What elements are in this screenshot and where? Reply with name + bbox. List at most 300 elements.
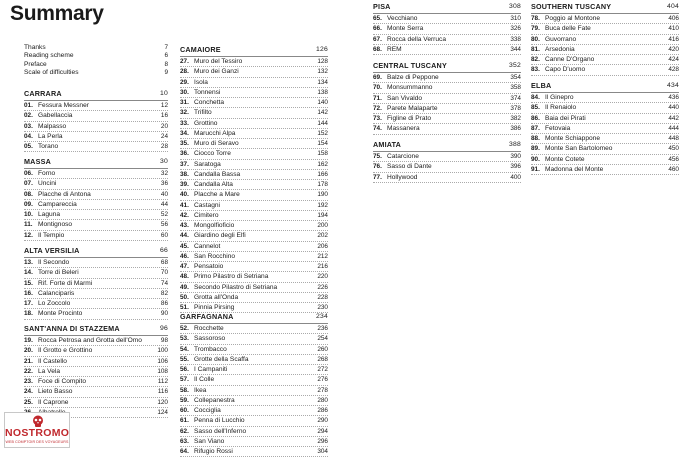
toc-entry[interactable] <box>180 67 328 77</box>
entry-number: 61. <box>180 417 189 425</box>
toc-entry[interactable] <box>180 386 328 396</box>
toc-entry[interactable] <box>180 437 328 447</box>
toc-entry[interactable] <box>531 155 679 165</box>
toc-entry[interactable] <box>180 406 328 416</box>
toc-section-pisa <box>373 1 521 55</box>
entry-page: 82 <box>160 289 168 297</box>
toc-entry[interactable] <box>180 447 328 457</box>
entry-name: Placche di Antona <box>38 190 91 198</box>
entry-number: 49. <box>180 283 189 291</box>
entry-page: 120 <box>157 398 168 406</box>
entry-name: Balze di Peppone <box>387 74 439 81</box>
section-heading[interactable] <box>24 323 168 336</box>
entry-page: 304 <box>317 448 328 455</box>
toc-entry[interactable] <box>24 377 168 387</box>
section-title: SOUTHERN TUSCANY <box>531 2 612 11</box>
entry-number: 57. <box>180 376 189 384</box>
entry-number: 17. <box>24 300 33 307</box>
entry-number: 02. <box>24 112 33 120</box>
toc-entry[interactable] <box>531 55 679 65</box>
section-title: CENTRAL TUSCANY <box>373 61 447 70</box>
toc-entry[interactable] <box>180 345 328 355</box>
entry-page: 400 <box>510 173 521 181</box>
toc-section-amiata <box>373 139 521 183</box>
entry-number: 11. <box>24 221 33 229</box>
toc-entry[interactable] <box>180 221 328 231</box>
entry-number: 14. <box>24 269 33 277</box>
section-title: AMIATA <box>373 140 402 149</box>
entry-name: Trifilto <box>194 109 212 117</box>
entry-number: 63. <box>180 437 189 445</box>
entry-page: 216 <box>317 263 328 270</box>
section-page: 10 <box>160 90 168 97</box>
entry-name: San Viano <box>194 437 225 445</box>
entry-page: 428 <box>668 66 679 74</box>
entry-number: 16. <box>24 289 33 297</box>
entry-page: 194 <box>317 211 328 219</box>
toc-entry[interactable] <box>180 119 328 129</box>
entry-name: Lieto Basso <box>38 388 73 396</box>
toc-entry[interactable] <box>180 129 328 139</box>
toc-intro-row[interactable]: Thanks 7 <box>24 44 168 51</box>
entry-page: 338 <box>510 35 521 43</box>
toc-entry[interactable] <box>373 45 521 55</box>
entry-number: 20. <box>24 347 33 355</box>
section-page: 308 <box>509 3 521 10</box>
entry-page: 200 <box>317 222 328 229</box>
toc-entry[interactable] <box>24 220 168 230</box>
toc-intro-row[interactable]: Preface 8 <box>24 60 168 68</box>
toc-entry[interactable] <box>24 336 168 346</box>
entry-name: Monte Serra <box>387 25 424 33</box>
entry-name: Primo Pilastro di Setriana <box>194 273 269 281</box>
entry-number: 32. <box>180 109 189 117</box>
toc-entry[interactable] <box>531 93 679 103</box>
entry-name: Il Castello <box>38 357 67 365</box>
entry-page: 70 <box>160 269 168 277</box>
nostromo-logo <box>4 412 70 448</box>
entry-page: 358 <box>510 84 521 92</box>
entry-page: 100 <box>157 347 168 355</box>
toc-entry[interactable] <box>24 357 168 367</box>
entry-name: Secondo Pilastro di Setriana <box>194 283 278 291</box>
entry-page: 374 <box>510 94 521 102</box>
toc-entry[interactable] <box>373 162 521 172</box>
entry-number: 39. <box>180 181 189 188</box>
entry-name: Il Colle <box>194 376 215 384</box>
entry-number: 80. <box>531 35 540 43</box>
entry-number: 07. <box>24 180 33 188</box>
entry-page: 206 <box>317 242 328 250</box>
toc-entry[interactable] <box>24 111 168 121</box>
entry-number: 05. <box>24 143 33 150</box>
section-title: CARRARA <box>24 89 62 98</box>
entry-number: 87. <box>531 124 540 132</box>
entry-name: Il Tempio <box>38 231 65 239</box>
toc-section-massa <box>24 156 168 241</box>
entry-number: 70. <box>373 84 382 92</box>
toc-entry[interactable] <box>373 152 521 162</box>
toc-entry[interactable] <box>180 242 328 252</box>
entry-page: 32 <box>160 170 168 177</box>
entry-number: 06. <box>24 170 33 177</box>
toc-entry[interactable] <box>24 132 168 142</box>
entry-page: 272 <box>317 366 328 373</box>
entry-number: 78. <box>531 15 540 22</box>
entry-name: Poggio al Montone <box>545 15 600 22</box>
entry-number: 81. <box>531 45 540 53</box>
section-title: ELBA <box>531 81 552 90</box>
entry-name: Canne D'Organo <box>545 56 595 63</box>
toc-entry[interactable] <box>531 35 679 45</box>
entry-name: Rocca della Verruca <box>387 35 447 43</box>
entry-page: 132 <box>317 68 328 76</box>
entry-page: 116 <box>157 388 168 396</box>
entry-number: 10. <box>24 211 33 218</box>
section-heading[interactable] <box>180 311 328 324</box>
entry-name: Pinnia Pirsing <box>194 304 235 311</box>
toc-entry[interactable] <box>180 88 328 98</box>
entry-page: 90 <box>160 310 168 318</box>
toc-entry[interactable] <box>180 98 328 108</box>
entry-number: 77. <box>373 173 382 181</box>
toc-entry[interactable] <box>24 268 168 278</box>
entry-page: 294 <box>317 427 328 435</box>
entry-page: 36 <box>160 180 168 188</box>
toc-section-elba <box>531 80 679 175</box>
logo-brand: NOSTROMO <box>5 427 70 439</box>
toc-entry[interactable] <box>180 180 328 190</box>
entry-page: 142 <box>317 109 328 117</box>
entry-number: 55. <box>180 355 189 363</box>
toc-entry[interactable] <box>24 299 168 309</box>
toc-entry[interactable] <box>531 65 679 75</box>
entry-name: Il Secondo <box>38 259 70 266</box>
toc-entry[interactable] <box>531 14 679 24</box>
entry-number: 08. <box>24 190 33 198</box>
toc-entry[interactable] <box>24 258 168 268</box>
toc-entry[interactable] <box>373 124 521 134</box>
entry-number: 04. <box>24 132 33 140</box>
section-heading[interactable] <box>180 44 328 57</box>
entry-name: Figline di Prato <box>387 115 431 122</box>
entry-name: Penna di Lucchio <box>194 417 245 425</box>
entry-number: 43. <box>180 222 189 229</box>
toc-entry[interactable] <box>180 190 328 200</box>
entry-page: 228 <box>317 293 328 301</box>
entry-page: 278 <box>317 386 328 394</box>
entry-number: 22. <box>24 367 33 375</box>
entry-name: Fetovaia <box>545 124 571 132</box>
toc-entry[interactable] <box>180 375 328 385</box>
section-heading[interactable] <box>373 60 521 73</box>
section-page: 434 <box>667 82 679 89</box>
toc-entry[interactable] <box>180 139 328 149</box>
entry-page: 16 <box>160 112 168 120</box>
toc-intro-row[interactable]: Reading scheme 6 <box>24 52 168 60</box>
toc-entry[interactable] <box>180 396 328 406</box>
entry-number: 33. <box>180 119 189 127</box>
entry-page: 226 <box>317 283 328 291</box>
entry-number: 86. <box>531 114 540 122</box>
entry-name: Grottino <box>194 119 218 127</box>
entry-page: 98 <box>160 337 168 344</box>
entry-page: 138 <box>317 88 328 96</box>
entry-page: 442 <box>668 114 679 122</box>
entry-name: Torre di Beleri <box>38 269 79 277</box>
entry-page: 28 <box>160 143 168 150</box>
entry-number: 82. <box>531 56 540 63</box>
entry-page: 220 <box>317 273 328 281</box>
entry-number: 74. <box>373 125 382 133</box>
entry-page: 386 <box>510 125 521 133</box>
section-heading[interactable] <box>531 1 679 14</box>
entry-number: 01. <box>24 102 33 109</box>
entry-page: 212 <box>317 252 328 260</box>
toc-entry[interactable] <box>180 78 328 88</box>
entry-name: Rif. Forte di Marmi <box>38 279 93 287</box>
entry-page: 74 <box>160 279 168 287</box>
entry-name: Vecchiano <box>387 15 418 22</box>
toc-entry[interactable] <box>24 122 168 132</box>
entry-page: 52 <box>160 211 168 218</box>
toc-entry[interactable] <box>180 211 328 221</box>
toc-entry[interactable] <box>373 173 521 183</box>
toc-entry[interactable] <box>180 334 328 344</box>
entry-page: 310 <box>510 15 521 22</box>
entry-name: Monte San Bartolomeo <box>545 145 613 153</box>
section-page: 388 <box>509 141 521 148</box>
toc-entry[interactable] <box>24 169 168 179</box>
section-page: 66 <box>160 247 168 254</box>
entry-number: 64. <box>180 448 189 455</box>
entry-page: 382 <box>510 115 521 122</box>
entry-number: 85. <box>531 104 540 112</box>
toc-entry[interactable] <box>180 416 328 426</box>
entry-number: 21. <box>24 357 33 365</box>
section-page: 234 <box>316 313 328 320</box>
toc-entry[interactable] <box>180 283 328 293</box>
toc-entry[interactable] <box>180 293 328 303</box>
logo-tagline: WEB COMPTOIR DES VOYAGEURS <box>5 440 69 444</box>
entry-name: Isola <box>194 78 208 86</box>
entry-page: 460 <box>668 165 679 173</box>
entry-name: Ciocco Torre <box>194 150 231 158</box>
toc-entry[interactable] <box>180 170 328 180</box>
entry-page: 436 <box>668 94 679 101</box>
entry-page: 390 <box>510 153 521 160</box>
toc-intro-row[interactable]: Scale of difficulties 9 <box>24 69 168 77</box>
entry-page: 12 <box>160 102 168 109</box>
toc-entry[interactable] <box>24 309 168 319</box>
section-heading[interactable] <box>373 1 521 14</box>
entry-number: 28. <box>180 68 189 76</box>
section-title: ALTA VERSILIA <box>24 246 80 255</box>
entry-name: Il Caprone <box>38 398 69 406</box>
toc-entry[interactable] <box>180 57 328 67</box>
entry-name: Fessura Messner <box>38 102 89 109</box>
toc-entry[interactable] <box>531 103 679 113</box>
toc-entry[interactable] <box>373 35 521 45</box>
entry-name: Torano <box>38 143 59 150</box>
toc-entry[interactable] <box>180 160 328 170</box>
toc-entry[interactable] <box>24 231 168 241</box>
entry-name: Calanciparis <box>38 289 75 297</box>
section-heading[interactable] <box>24 245 168 258</box>
entry-page: 108 <box>157 367 168 375</box>
entry-number: 40. <box>180 191 189 199</box>
entry-name: Sasso dell'Inferno <box>194 427 247 435</box>
entry-number: 12. <box>24 231 33 239</box>
toc-section-southern-tuscany <box>531 1 679 76</box>
entry-page: 20 <box>160 122 168 130</box>
toc-entry[interactable] <box>24 289 168 299</box>
entry-page: 166 <box>317 170 328 178</box>
toc-entry[interactable] <box>373 73 521 83</box>
entry-number: 56. <box>180 366 189 373</box>
entry-number: 42. <box>180 211 189 219</box>
entry-page: 268 <box>317 355 328 363</box>
toc-entry[interactable] <box>24 346 168 356</box>
toc-entry[interactable] <box>373 114 521 124</box>
entry-page: 420 <box>668 45 679 53</box>
entry-page: 354 <box>510 74 521 81</box>
entry-page: 124 <box>157 408 168 416</box>
entry-number: 50. <box>180 293 189 301</box>
toc-entry[interactable] <box>24 387 168 397</box>
toc-entry[interactable] <box>373 94 521 104</box>
entry-page: 286 <box>317 407 328 414</box>
entry-number: 29. <box>180 78 189 86</box>
section-heading[interactable] <box>24 88 168 101</box>
entry-name: La Vela <box>38 367 60 375</box>
toc-entry[interactable] <box>24 101 168 111</box>
entry-name: Buca delle Fate <box>545 25 591 33</box>
toc-entry[interactable] <box>180 272 328 282</box>
toc-entry[interactable] <box>180 324 328 334</box>
entry-name: Montignoso <box>38 221 73 229</box>
entry-name: Muro dei Ganzi <box>194 68 239 76</box>
toc-entry[interactable] <box>531 144 679 154</box>
toc-entry[interactable] <box>180 355 328 365</box>
toc-entry[interactable] <box>373 104 521 114</box>
toc-entry[interactable] <box>24 398 168 408</box>
section-title: PISA <box>373 2 391 11</box>
toc-entry[interactable] <box>373 24 521 34</box>
entry-number: 47. <box>180 263 189 270</box>
toc-entry[interactable] <box>24 179 168 189</box>
toc-entry[interactable] <box>180 365 328 375</box>
toc-entry[interactable] <box>531 134 679 144</box>
entry-number: 38. <box>180 170 189 178</box>
entry-name: Madonna del Monte <box>545 165 604 173</box>
entry-number: 75. <box>373 153 382 160</box>
entry-number: 51. <box>180 304 189 311</box>
entry-number: 83. <box>531 66 540 74</box>
entry-page: 280 <box>317 396 328 404</box>
entry-page: 190 <box>317 191 328 199</box>
entry-page: 396 <box>510 163 521 171</box>
entry-name: REM <box>387 45 402 53</box>
toc-entry[interactable] <box>531 24 679 34</box>
entry-page: 254 <box>317 335 328 343</box>
section-page: 96 <box>160 325 168 332</box>
toc-entry[interactable] <box>24 279 168 289</box>
entry-name: Muro di Seravo <box>194 140 239 147</box>
section-title: CAMAIORE <box>180 45 221 54</box>
entry-name: San Rocchino <box>194 252 236 260</box>
entry-page: 140 <box>317 99 328 106</box>
toc-entry[interactable] <box>180 231 328 241</box>
entry-number: 79. <box>531 25 540 33</box>
entry-page: 106 <box>157 357 168 365</box>
section-heading[interactable] <box>373 139 521 152</box>
entry-name: Saratoga <box>194 160 221 168</box>
toc-entry[interactable] <box>373 83 521 93</box>
entry-name: Cimitero <box>194 211 219 219</box>
entry-name: Placche a Mare <box>194 191 240 199</box>
section-heading[interactable] <box>24 156 168 169</box>
entry-number: 84. <box>531 94 540 101</box>
toc-entry[interactable] <box>24 210 168 220</box>
entry-name: Hollywood <box>387 173 418 181</box>
entry-number: 73. <box>373 115 382 122</box>
entry-name: Candalla Alta <box>194 181 233 188</box>
toc-entry[interactable] <box>24 367 168 377</box>
entry-number: 52. <box>180 325 189 332</box>
entry-page: 60 <box>160 231 168 239</box>
toc-entry[interactable] <box>180 262 328 272</box>
toc-entry[interactable] <box>180 427 328 437</box>
entry-number: 15. <box>24 279 33 287</box>
entry-page: 158 <box>317 150 328 158</box>
entry-name: Collepanestra <box>194 396 235 404</box>
entry-name: Monte Procinto <box>38 310 83 318</box>
entry-page: 144 <box>317 119 328 127</box>
toc-entry[interactable] <box>24 200 168 210</box>
toc-section-central-tuscany <box>373 60 521 135</box>
entry-name: Campareccia <box>38 200 77 208</box>
section-heading[interactable] <box>531 80 679 93</box>
toc-entry[interactable] <box>24 142 168 152</box>
entry-page: 86 <box>160 300 168 307</box>
entry-name: Arsedonia <box>545 45 575 53</box>
toc-intro <box>24 44 168 78</box>
entry-page: 450 <box>668 145 679 153</box>
toc-entry[interactable] <box>531 124 679 134</box>
entry-number: 19. <box>24 337 33 344</box>
toc-entry[interactable] <box>24 190 168 200</box>
toc-entry[interactable] <box>180 252 328 262</box>
toc-entry[interactable] <box>531 165 679 175</box>
toc-entry[interactable] <box>531 114 679 124</box>
entry-page: 236 <box>317 325 328 332</box>
entry-number: 88. <box>531 135 540 142</box>
entry-number: 03. <box>24 122 33 130</box>
toc-entry[interactable] <box>373 14 521 24</box>
section-page: 404 <box>667 3 679 10</box>
entry-name: La Perla <box>38 132 63 140</box>
section-title: GARFAGNANA <box>180 312 234 321</box>
entry-name: Massanera <box>387 125 420 133</box>
entry-name: Il Ginepro <box>545 94 574 101</box>
toc-entry[interactable] <box>180 149 328 159</box>
toc-entry[interactable] <box>180 201 328 211</box>
toc-entry[interactable] <box>531 45 679 55</box>
toc-entry[interactable] <box>180 108 328 118</box>
entry-name: Rifugio Rossi <box>194 448 233 455</box>
entry-number: 65. <box>373 15 382 22</box>
